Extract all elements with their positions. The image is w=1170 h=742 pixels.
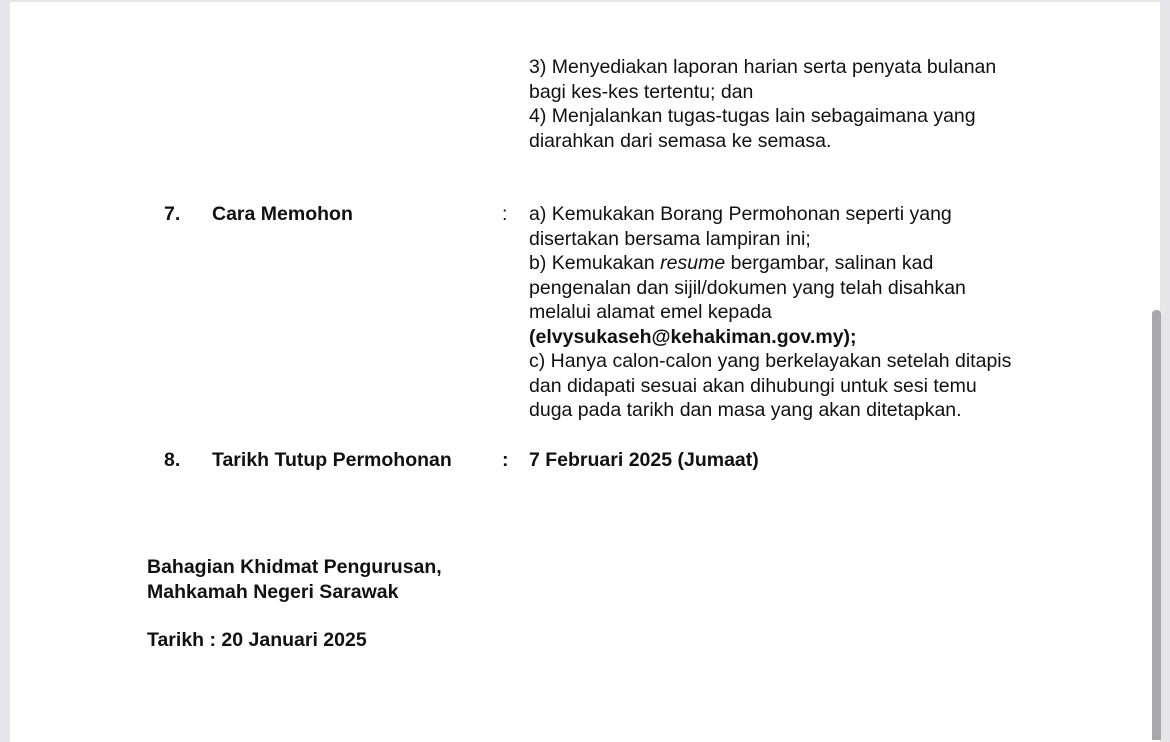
section-7-line: duga pada tarikh dan masa yang akan ditetapkan. [529, 399, 962, 421]
text: bergambar, salinan kad [725, 252, 934, 274]
duties-line: diarahkan dari semasa ke semasa. [529, 129, 832, 152]
section-7-line: dan didapati sesuai akan dihubungi untuk sesi temu [529, 374, 977, 397]
resume-italic: resume [660, 252, 726, 274]
section-8-colon: : [502, 449, 509, 471]
text: b) Kemukakan [529, 252, 661, 274]
court-name: Mahkamah Negeri Sarawak [147, 580, 399, 603]
section-7-line: c) Hanya calon-calon yang berkelayakan setelah ditapis [529, 350, 1012, 372]
section-7-line: disertakan bersama lampiran ini; [529, 227, 811, 250]
section-7-title: Cara Memohon [212, 203, 353, 225]
email-address: (elvysukaseh@kehakiman.gov.my); [529, 325, 857, 348]
document-date: Tarikh : 20 Januari 2025 [147, 629, 367, 651]
section-7-colon: : [502, 203, 508, 225]
closing-date: 7 Februari 2025 (Jumaat) [529, 449, 759, 471]
vertical-scrollbar[interactable] [1152, 310, 1161, 740]
section-8-number: 8. [164, 449, 181, 471]
section-8-title: Tarikh Tutup Permohonan [212, 449, 452, 471]
duties-line: 3) Menyediakan laporan harian serta penyata bulanan [529, 56, 997, 78]
section-7-number: 7. [164, 203, 181, 225]
duties-line: bagi kes-kes tertentu; dan [529, 80, 754, 103]
duties-line: 4) Menjalankan tugas-tugas lain sebagaimana yang [529, 105, 976, 127]
department-name: Bahagian Khidmat Pengurusan, [147, 556, 442, 578]
section-7-line [529, 251, 933, 276]
section-7-line: pengenalan dan sijil/dokumen yang telah disahkan [529, 276, 966, 299]
section-7-line: a) Kemukakan Borang Permohonan seperti yang [529, 203, 952, 225]
section-7-line: melalui alamat emel kepada [529, 301, 772, 323]
